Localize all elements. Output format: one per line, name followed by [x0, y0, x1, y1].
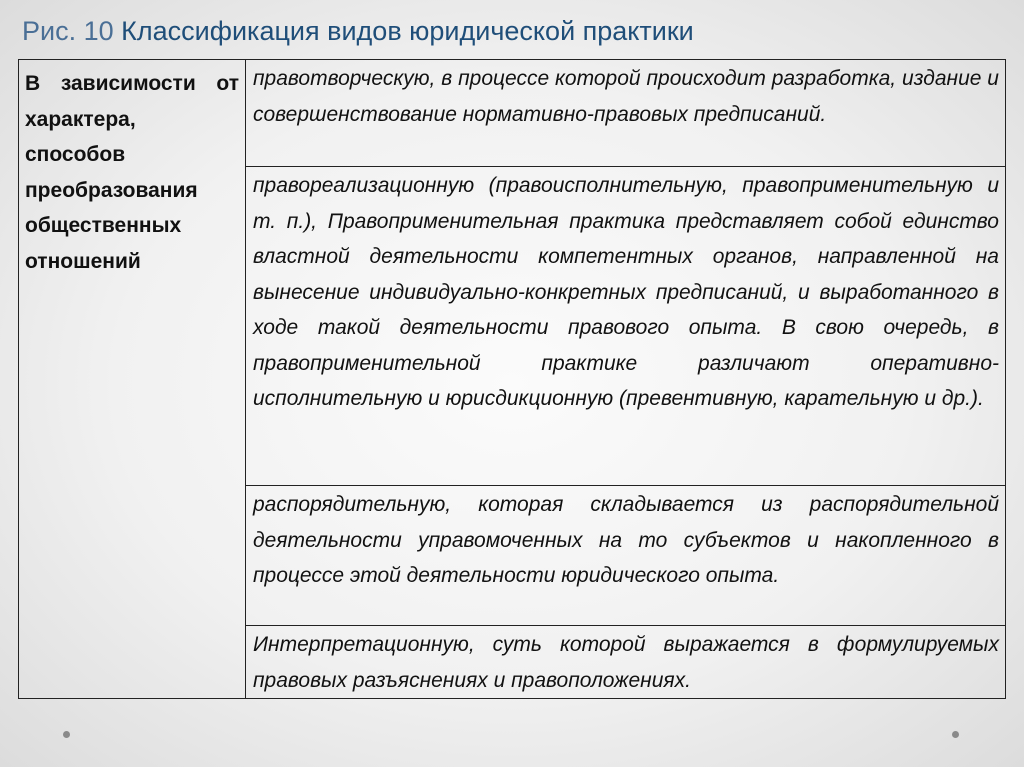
practice-type-lawmaking: правотворческую, в процессе которой происходит разработка, издание и совершенствование нормативно-правовых предписаний. — [246, 60, 1005, 167]
practice-type-law-enforcement: правореализационную (правоисполнительную, правоприменительную и т. п.), Правоприменительная практика представляет собой единство властной деятельности компетентных органов, направленной на вынесение индивидуально-конкретных предписаний, и выработанного в ходе такой деятельности правового опыта. В свою очередь, в правоприменительной практике различают оперативно-исполнительную и юрисдикционную (превентивную, карательную и др.). — [246, 167, 1005, 486]
practice-types-column — [246, 60, 1005, 698]
figure-caption: Классификация видов юридической практики — [121, 16, 694, 46]
classification-table — [18, 59, 1006, 699]
slide-title — [22, 16, 694, 47]
practice-type-administrative: распорядительную, которая складывается из распорядительной деятельности управомоченных на то субъектов и накопленного в процессе этой деятельности юридического опыта. — [246, 486, 1005, 626]
decorative-dot-left — [63, 731, 70, 738]
decorative-dot-right — [952, 731, 959, 738]
criterion-text: В зависимости от характера, способов преобразования общественных отношений — [25, 72, 239, 273]
practice-type-interpretive: Интерпретационную, суть которой выражается в формулируемых правовых разъяснениях и правоположениях. — [253, 633, 999, 692]
criterion-cell — [19, 60, 246, 698]
figure-number: Рис. 10 — [22, 16, 114, 46]
